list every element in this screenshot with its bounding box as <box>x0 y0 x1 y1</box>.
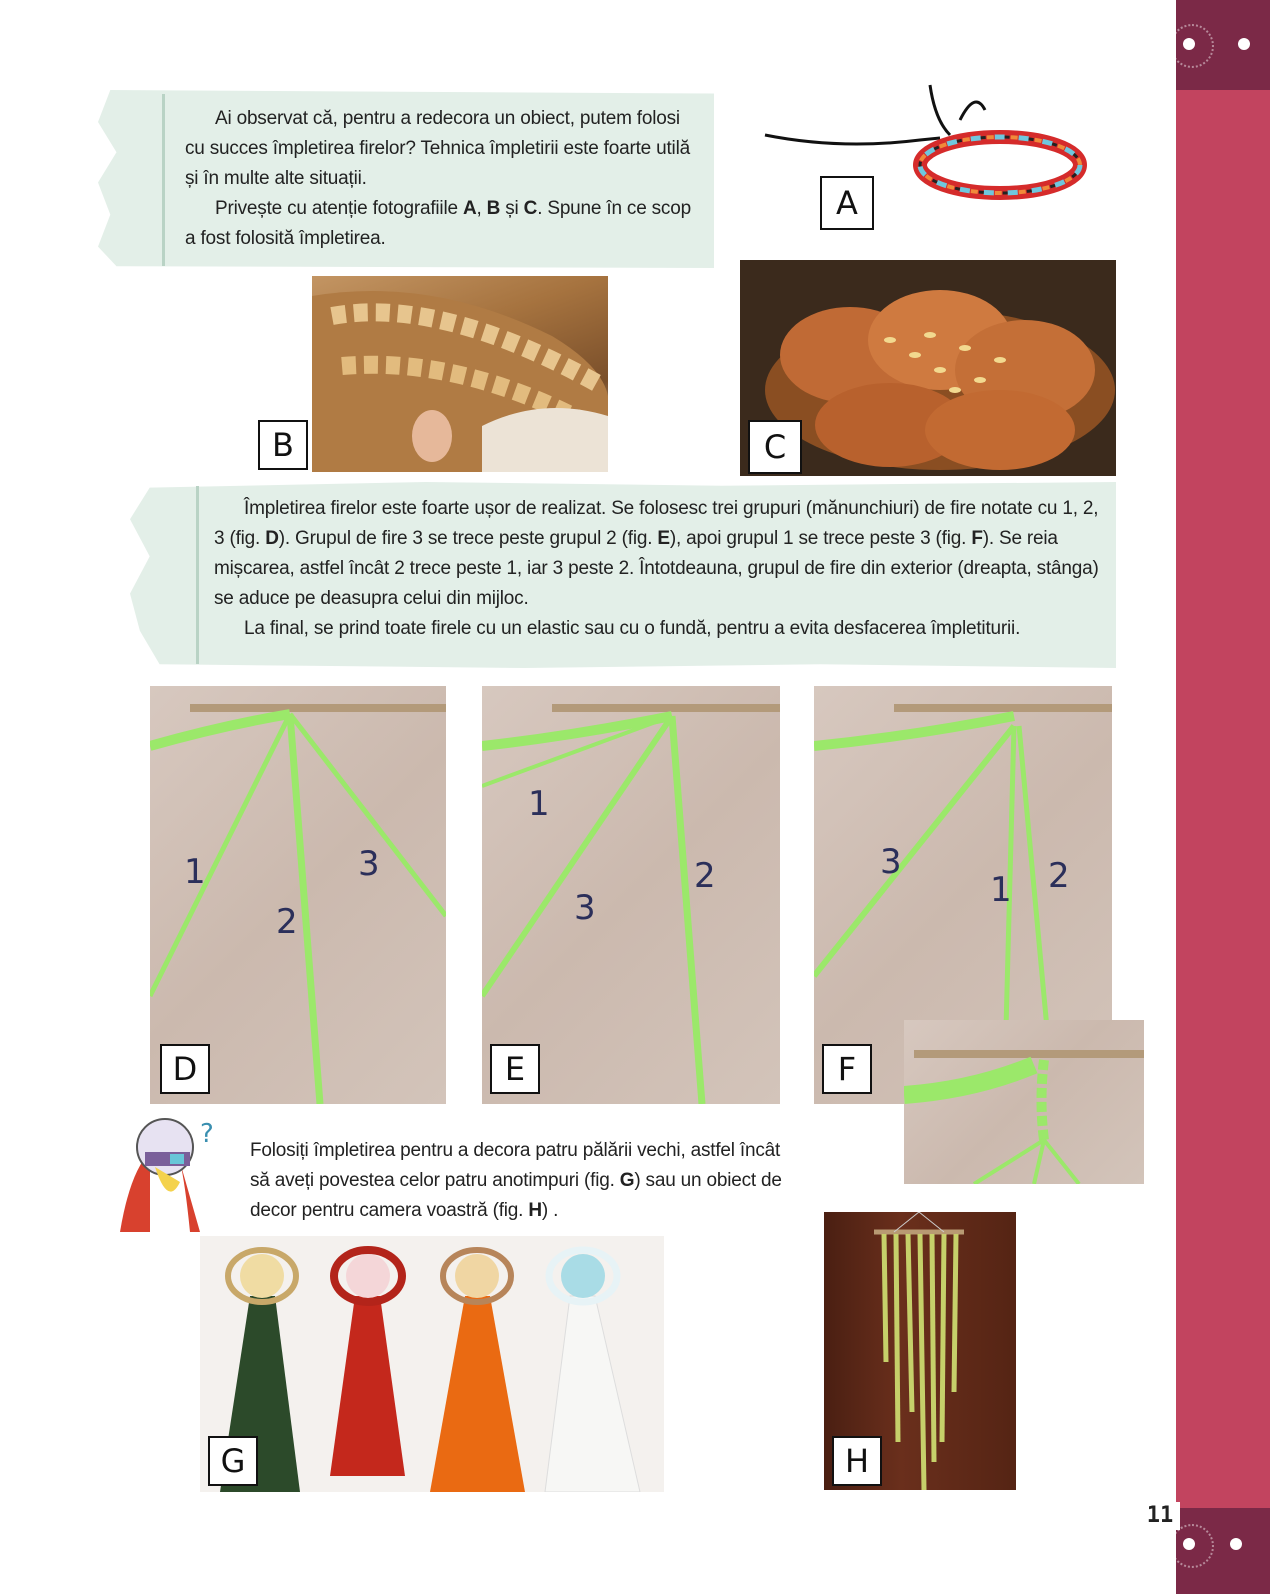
instructions-paragraph-1: Împletirea firelor este foarte ușor de realizat. Se folosesc trei grupuri (mănunchiuri) de fire notate cu 1, 2, 3 (fig. D). Grupul de fire 3 se trece peste grupul 2 (fig. E), apoi grupul 1 se trece peste 3 (fig. F). Se reia mișcarea, astfel încât 2 trece peste 1, iar 3 peste 2. Întotdeauna, grupul de fire din exterior (dreapta, stânga) se aduce pe deasupra celui din mijloc. <box>214 498 1099 609</box>
photo-g-season-hats <box>200 1236 664 1492</box>
label-d: D <box>160 1044 210 1094</box>
dot-icon <box>1183 38 1195 50</box>
strand-number: 3 <box>880 842 902 882</box>
intro-text <box>185 104 695 254</box>
strand-number: 3 <box>574 888 596 928</box>
label-a: A <box>820 176 874 230</box>
side-margin <box>1176 0 1270 1594</box>
dot-icon <box>1238 38 1250 50</box>
task-text <box>250 1136 790 1226</box>
label-c: C <box>748 420 802 474</box>
label-f: F <box>822 1044 872 1094</box>
instructions-paragraph-2: La final, se prind toate firele cu un elastic sau cu o fundă, pentru a evita desfacerea împletiturii. <box>244 618 1021 639</box>
strand-number: 2 <box>1048 856 1070 896</box>
dot-icon <box>1183 1538 1195 1550</box>
mascot-icon <box>110 1112 230 1234</box>
intro-paragraph-1: Ai observat că, pentru a redecora un obiect, putem folosi cu succes împletirea firelor? Tehnica împletirii este foarte utilă și în multe alte situații. <box>185 108 690 189</box>
strand-number: 2 <box>694 856 716 896</box>
photo-e-step-2 <box>482 686 780 1104</box>
label-h: H <box>832 1436 882 1486</box>
label-b: B <box>258 420 308 470</box>
photo-b-braided-hair <box>312 276 608 472</box>
label-g: G <box>208 1436 258 1486</box>
photo-a-bracelet <box>760 80 1110 230</box>
strand-number: 1 <box>528 784 550 824</box>
instructions-text <box>214 494 1104 644</box>
note-rule <box>162 94 165 266</box>
strand-number: 3 <box>358 844 380 884</box>
dot-icon <box>1230 1538 1242 1550</box>
strand-number: 1 <box>184 852 206 892</box>
svg-text:?: ? <box>200 1119 214 1149</box>
photo-finished-braid <box>904 1020 1144 1184</box>
note-rule <box>196 486 199 664</box>
page-number: 11 <box>1140 1502 1180 1530</box>
strand-number: 2 <box>276 902 298 942</box>
label-e: E <box>490 1044 540 1094</box>
intro-paragraph-2: Privește cu atenție fotografiile A, B și C. Spune în ce scop a fost folosită împletirea. <box>185 198 691 249</box>
photo-d-step-1 <box>150 686 446 1104</box>
strand-number: 1 <box>990 870 1012 910</box>
task-paragraph: Folosiți împletirea pentru a decora patru pălării vechi, astfel încât să aveți povestea celor patru anotimpuri (fig. G) sau un obiect de decor pentru camera voastră (fig. H) . <box>250 1140 782 1221</box>
